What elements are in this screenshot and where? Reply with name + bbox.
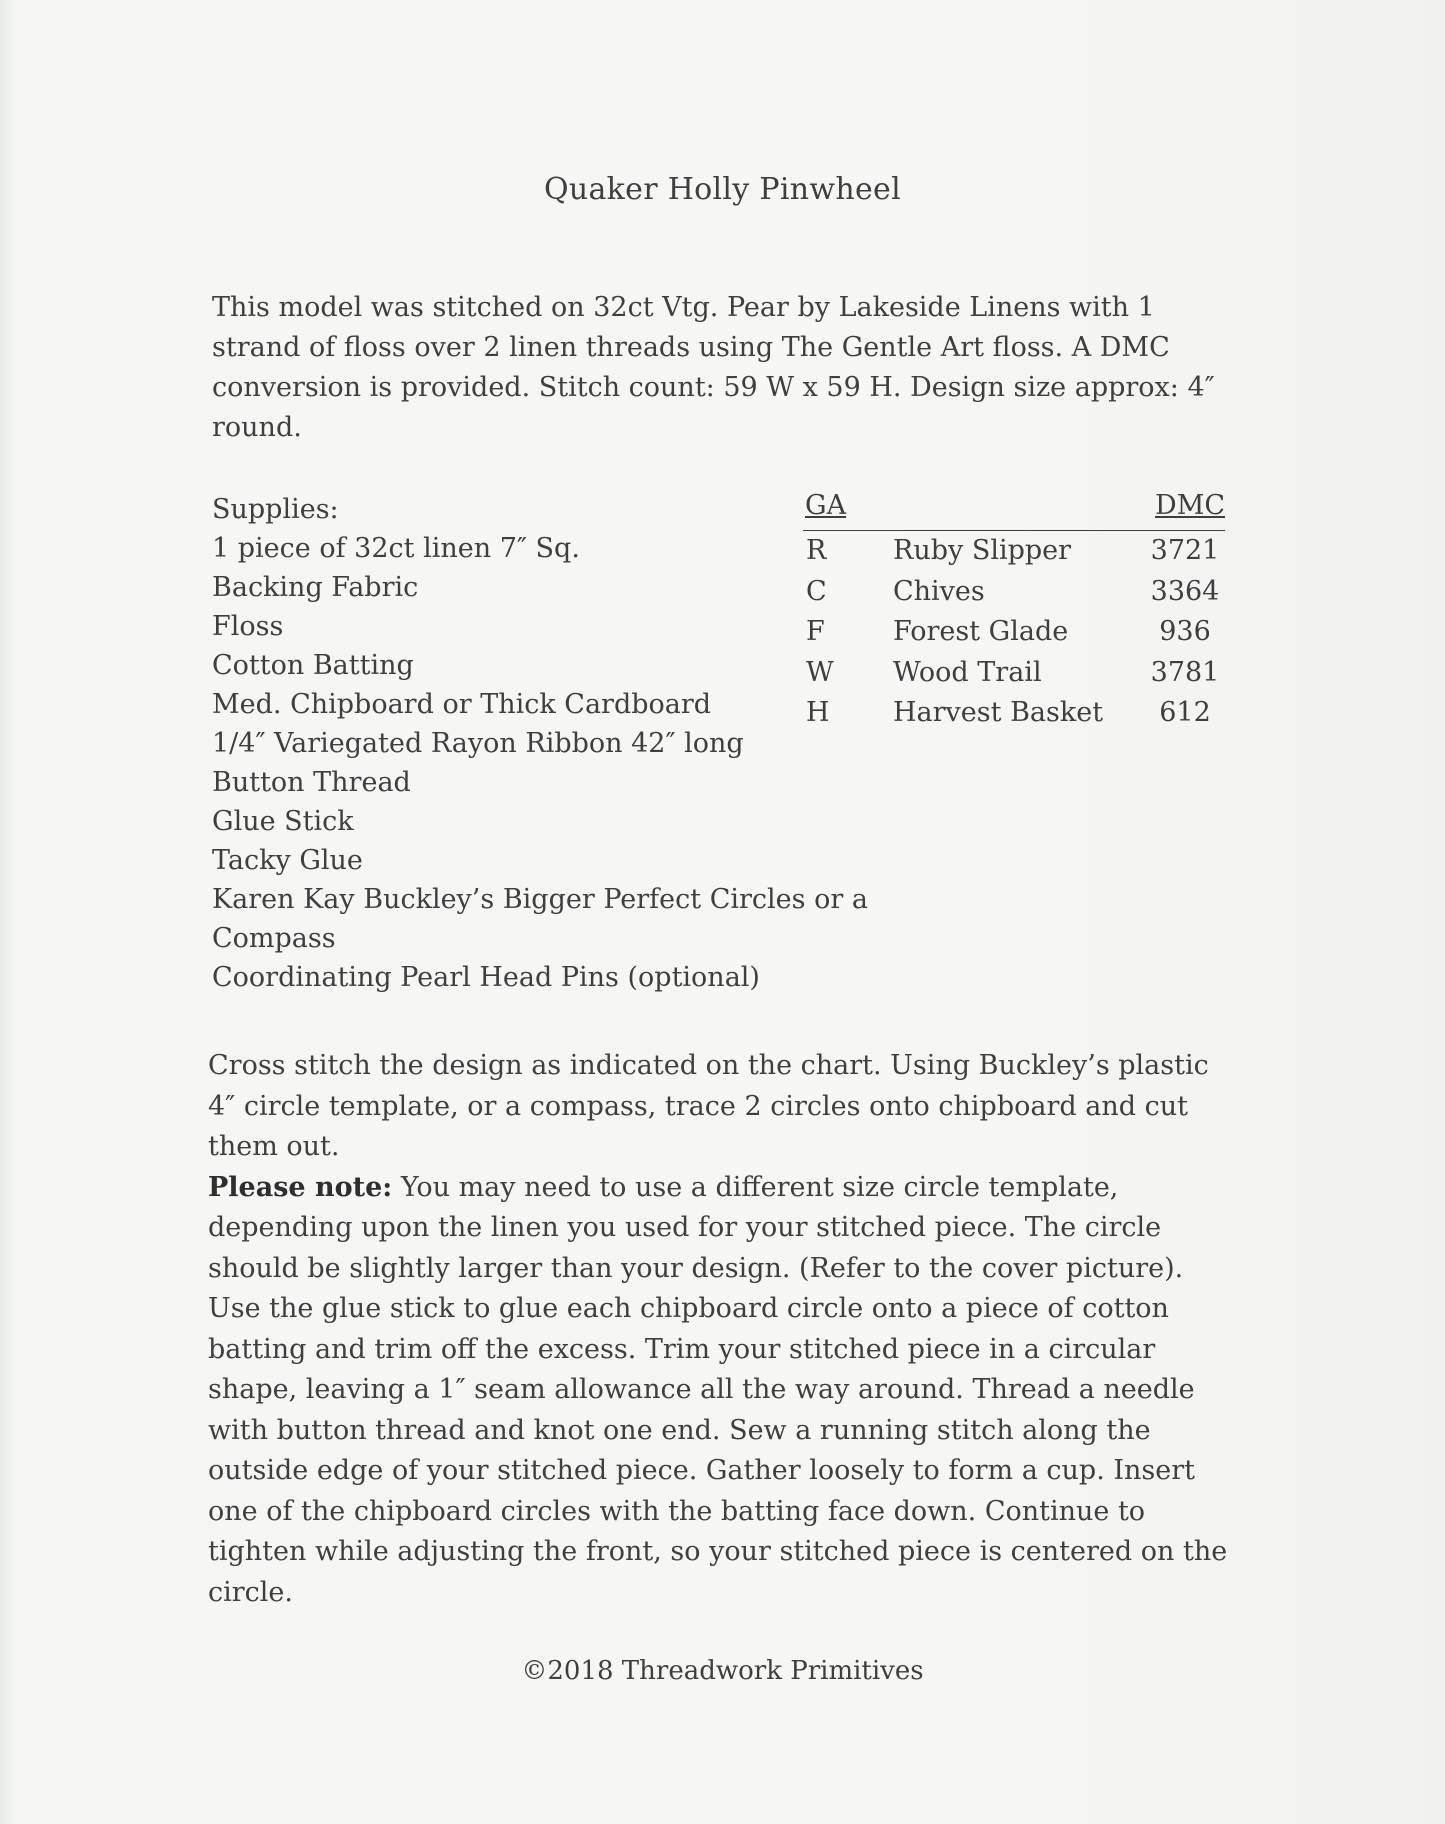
floss-name: Wood Trail: [893, 656, 1042, 688]
supply-item: Cotton Batting: [212, 650, 414, 681]
supply-item: Button Thread: [212, 767, 411, 798]
floss-dmc-number: 936: [1159, 616, 1211, 647]
floss-table: [803, 490, 1225, 734]
instructions-paragraph-1: [208, 1046, 1233, 1289]
intro-paragraph: [212, 288, 1232, 448]
header-ga: GA: [805, 490, 847, 521]
finishing-instructions: [208, 1046, 1233, 1613]
floss-row: [803, 693, 1225, 734]
floss-dmc-number: 612: [1159, 697, 1211, 728]
floss-dmc-number: 3721: [1150, 535, 1220, 566]
floss-dmc-number: 3781: [1150, 656, 1220, 688]
supplies-heading: Supplies:: [212, 494, 339, 525]
floss-symbol: R: [806, 535, 827, 566]
supply-item: Floss: [212, 611, 284, 642]
page-title: Quaker Holly Pinwheel: [543, 172, 901, 207]
supply-item: 1/4″ Variegated Rayon Ribbon 42″ long: [212, 728, 744, 759]
intro-text: This model was stitched on 32ct Vtg. Pear by Lakeside Linens with 1 strand of floss over 2 linen threads using The Gentle Art floss. A DMC conversion is provided. Stitch count: 59 W x 59 H. Design size approx: 4″ round.: [212, 292, 1215, 443]
instructions-text: Cross stitch the design as indicated on the chart. Using Buckley’s plastic 4″ circle template, or a compass, trace 2 circles onto chipboard and cut them out.: [208, 1050, 1209, 1162]
floss-dmc-number: 3364: [1150, 575, 1220, 607]
header-dmc: DMC: [1155, 490, 1225, 521]
supply-item: Backing Fabric: [212, 572, 419, 603]
floss-symbol: C: [806, 575, 827, 607]
note-label: Please note:: [208, 1171, 393, 1203]
supply-item: Coordinating Pearl Head Pins (optional): [212, 962, 760, 993]
floss-symbol: H: [806, 697, 830, 728]
floss-symbol: W: [806, 656, 834, 688]
copyright-footer: ©2018 Threadwork Primitives: [521, 1656, 924, 1686]
instructions-paragraph-2: Use the glue stick to glue each chipboard circle onto a piece of cotton batting and trim off the excess. Trim your stitched piece in a circular shape, leaving a 1″ seam allowance all the way around. Thread a needle with button thread and knot one end. Sew a running stitch along the outside edge of your stitched piece. Gather loosely to form a cup. Insert one of the chipboard circles with the batting face down. Continue to tighten while adjusting the front, so your stitched piece is centered on the circle.: [208, 1293, 1228, 1608]
floss-name: Harvest Basket: [893, 697, 1104, 728]
floss-symbol: F: [806, 616, 825, 647]
supply-item: Tacky Glue: [212, 845, 363, 876]
note-text: You may need to use a different size circle template, depending upon the linen you used for your stitched piece. The circle should be slightly larger than your design. (Refer to the cover picture).: [208, 1171, 1184, 1284]
supply-item: Glue Stick: [212, 806, 354, 837]
floss-row: [803, 531, 1225, 572]
floss-row: [803, 653, 1225, 694]
floss-row: [803, 572, 1225, 613]
floss-name: Ruby Slipper: [893, 535, 1072, 566]
floss-row: [803, 612, 1225, 653]
floss-name: Chives: [893, 575, 985, 607]
supply-item: Med. Chipboard or Thick Cardboard: [212, 689, 712, 720]
floss-name: Forest Glade: [893, 616, 1069, 647]
supply-item: 1 piece of 32ct linen 7″ Sq.: [212, 533, 580, 564]
floss-table-header: [803, 490, 1225, 531]
supply-item: Karen Kay Buckley’s Bigger Perfect Circles or a Compass: [212, 884, 868, 954]
